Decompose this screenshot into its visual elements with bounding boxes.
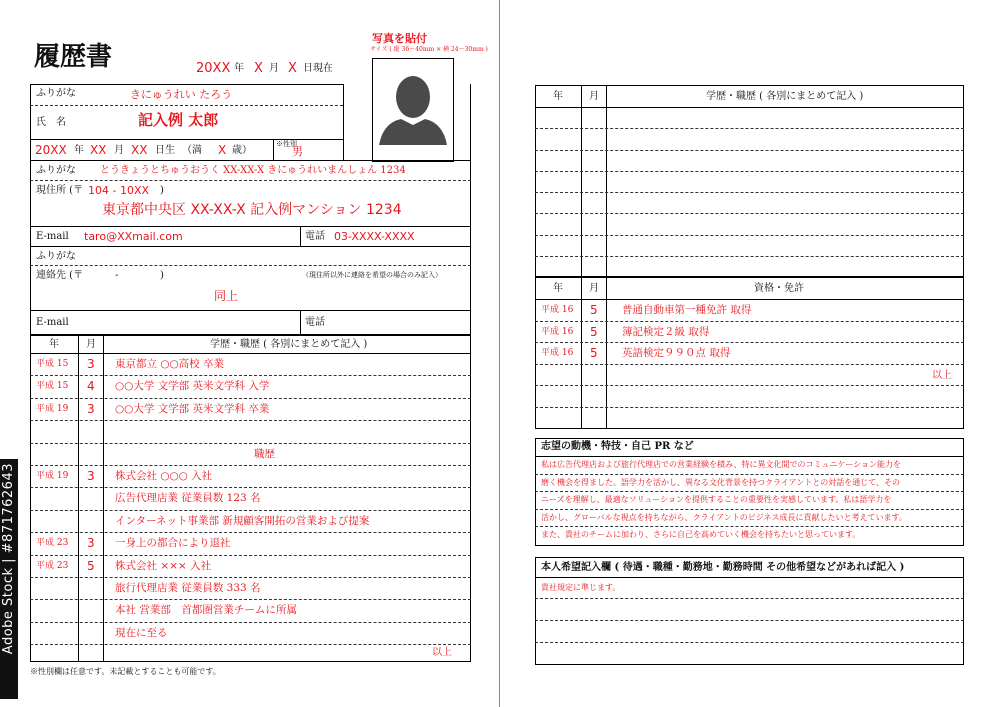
row-divider (535, 526, 964, 527)
row-year: 平成 15 (36, 359, 69, 369)
contact-close: ) (160, 270, 164, 281)
licenses-end-mark: 以上 (932, 370, 952, 381)
date-day-label: 日現在 (303, 63, 333, 74)
row-divider (535, 171, 964, 172)
row-month: 5 (87, 558, 95, 573)
birth-year: 20XX (35, 143, 67, 157)
row-divider (30, 599, 471, 600)
row-divider (30, 577, 471, 578)
date-year-label: 年 (234, 63, 244, 74)
motivation-line: ニーズを理解し、最適なソリューションを提供することの重要性を実感しています。私は語学力を (541, 495, 892, 505)
licenses-col-year: 年 (553, 283, 563, 294)
contact-postal-dash: - (115, 270, 119, 281)
address-label: 現住所 (〒 (36, 185, 84, 196)
motivation-line: また、貴社のチームに加わり、さらに自己を高めていく機会を持ちたいと思っています。 (541, 530, 861, 540)
age-open: （満 (182, 145, 202, 156)
row-divider (30, 487, 471, 488)
row-desc: 株式会社 ××× 入社 (115, 559, 212, 572)
motivation-line: 磨く機会を得ました。語学力を活かし、異なる文化背景を持つクライアントとの対話を通じて、その (541, 477, 901, 487)
history-col-desc: 学歴・職歴 ( 各別にまとめて記入 ) (210, 339, 368, 350)
row-month: 3 (87, 536, 95, 551)
row-divider (535, 491, 964, 492)
row-divider (30, 532, 471, 533)
history-right-col-desc: 学歴・職歴 ( 各別にまとめて記入 ) (706, 91, 864, 102)
address-furigana-value: とうきょうとちゅうおうく XX-XX-X きにゅうれいまんしょん 1234 (100, 165, 406, 176)
history-right-table (535, 85, 964, 277)
row-desc: 株式会社 ○○○ 入社 (115, 470, 213, 482)
row-desc: 英語検定９９０点 取得 (622, 347, 731, 360)
row-month: 3 (87, 401, 95, 416)
date-year: 20XX (196, 61, 231, 76)
resume-title: 履歴書 (34, 42, 113, 72)
preferences-title: 本人希望記入欄 ( 待遇・職種・勤務地・勤務時間 その他希望などがあれば記入 ) (541, 562, 905, 573)
address-value: 東京都中央区 XX-XX-X 記入例マンション 1234 (102, 202, 402, 218)
row-year: 平成 23 (36, 538, 69, 549)
gender-footnote: ※性別欄は任意です。未記載とすることも可能です。 (30, 667, 221, 676)
row-desc: ○○大学 文学部 英米文学科 入学 (115, 380, 270, 393)
row-desc: 職歴 (254, 447, 275, 460)
tel-label: 電話 (305, 231, 325, 242)
furigana-label: ふりがな (36, 88, 76, 99)
row-month: 5 (590, 303, 598, 317)
row-year: 平成 23 (36, 560, 69, 571)
row-month: 4 (87, 379, 95, 394)
row-desc: 東京都立 ○○高校 卒業 (115, 358, 224, 370)
email-label: E-mail (36, 231, 69, 242)
row-desc: 本社 営業部 首都圏営業チームに所属 (115, 604, 297, 617)
birth-month-label: 月 (114, 145, 124, 156)
name-value: 記入例 太郎 (138, 111, 219, 129)
preferences-box (535, 557, 964, 665)
date-day: X (288, 61, 297, 76)
tel2-label: 電話 (305, 317, 325, 328)
row-divider (535, 128, 964, 129)
row-year: 平成 16 (541, 326, 574, 337)
row-month: 3 (87, 357, 95, 371)
row-divider (535, 364, 964, 365)
row-divider (30, 555, 471, 556)
row-month: 3 (87, 469, 95, 483)
row-desc: 簿記検定２級 取得 (622, 325, 710, 338)
licenses-col-month: 月 (589, 283, 599, 294)
watermark-text: Adobe Stock | #871762643 (1, 463, 16, 655)
history-right-col-year: 年 (553, 91, 563, 102)
name-label: 氏 名 (36, 117, 66, 128)
contact-value: 同上 (214, 289, 239, 303)
row-divider (535, 342, 964, 343)
row-divider (30, 644, 471, 645)
history-col-year: 年 (49, 339, 59, 350)
motivation-line: 私は広告代理店および旅行代理店での営業経験を積み、特に異文化間でのコミュニケーション能力を (541, 460, 901, 469)
row-divider (30, 443, 471, 444)
gender-label: ※性別 (276, 140, 297, 148)
date-month: X (254, 61, 263, 76)
row-month: 5 (590, 324, 598, 339)
age-close: 歳） (232, 145, 252, 156)
row-desc: 一身上の都合により退社 (115, 537, 231, 550)
photo-size-note: サイズ ( 縦 36～40mm × 横 24～30mm ) (370, 46, 488, 53)
birth-year-label: 年 (74, 145, 84, 156)
row-divider (535, 474, 964, 475)
address-furigana-label: ふりがな (36, 165, 76, 176)
row-desc: 普通自動車第一種免許 取得 (622, 304, 752, 316)
row-divider (535, 256, 964, 257)
history-end-mark: 以上 (432, 647, 452, 658)
photo-title: 写真を貼付 (372, 32, 427, 45)
birth-day: XX (131, 143, 148, 157)
row-month: 5 (590, 346, 598, 361)
row-divider (535, 509, 964, 510)
contact-label: 連絡先 (〒 (36, 270, 84, 281)
tel-value: 03-XXXX-XXXX (334, 230, 415, 243)
row-divider (535, 213, 964, 214)
history-right-col-month: 月 (589, 91, 599, 102)
motivation-line: 活かし、グローバルな視点を持ちながら、クライアントのビジネス成長に貢献したいと考えています。 (541, 512, 907, 522)
row-year: 平成 19 (36, 471, 69, 481)
row-divider (535, 407, 964, 408)
postal-code: 104 - 10XX (88, 184, 150, 197)
row-divider (535, 192, 964, 193)
page-divider (499, 0, 500, 707)
row-divider (30, 465, 471, 466)
watermark-strip (0, 459, 18, 699)
row-desc: 旅行代理店業 従業員数 333 名 (115, 582, 261, 594)
age-value: X (218, 143, 227, 157)
date-month-label: 月 (269, 63, 279, 74)
contact-note: （現住所以外に連絡を希望の場合のみ記入） (302, 271, 442, 279)
row-year: 平成 19 (36, 403, 69, 414)
licenses-col-desc: 資格・免許 (754, 283, 804, 294)
row-divider (30, 398, 471, 399)
row-year: 平成 16 (541, 305, 574, 315)
row-divider (30, 622, 471, 623)
birth-month: XX (90, 143, 107, 157)
row-year: 平成 15 (36, 381, 69, 392)
email-value: taro@XXmail.com (84, 230, 183, 243)
row-divider (535, 321, 964, 322)
row-divider (30, 510, 471, 511)
address-close: ) (160, 185, 164, 196)
row-desc: ○○大学 文学部 英米文学科 卒業 (115, 402, 270, 415)
history-col-month: 月 (86, 339, 96, 350)
row-divider (30, 375, 471, 376)
row-divider (535, 385, 964, 386)
preferences-value: 貴社規定に準じます。 (541, 583, 621, 592)
gender-value: 男 (292, 145, 303, 158)
furigana-value: きにゅうれい たろう (130, 88, 233, 101)
row-year: 平成 16 (541, 348, 574, 359)
row-divider (535, 235, 964, 236)
row-divider (535, 150, 964, 151)
row-desc: インターネット事業部 新規顧客開拓の営業および提案 (115, 514, 370, 527)
row-desc: 現在に至る (115, 626, 168, 639)
motivation-title: 志望の動機・特技・自己 PR など (541, 441, 694, 452)
contact-furigana-label: ふりがな (36, 251, 76, 262)
row-divider (30, 420, 471, 421)
email2-label: E-mail (36, 317, 69, 328)
birth-day-label: 日生 (155, 145, 175, 156)
row-desc: 広告代理店業 従業員数 123 名 (115, 492, 261, 505)
